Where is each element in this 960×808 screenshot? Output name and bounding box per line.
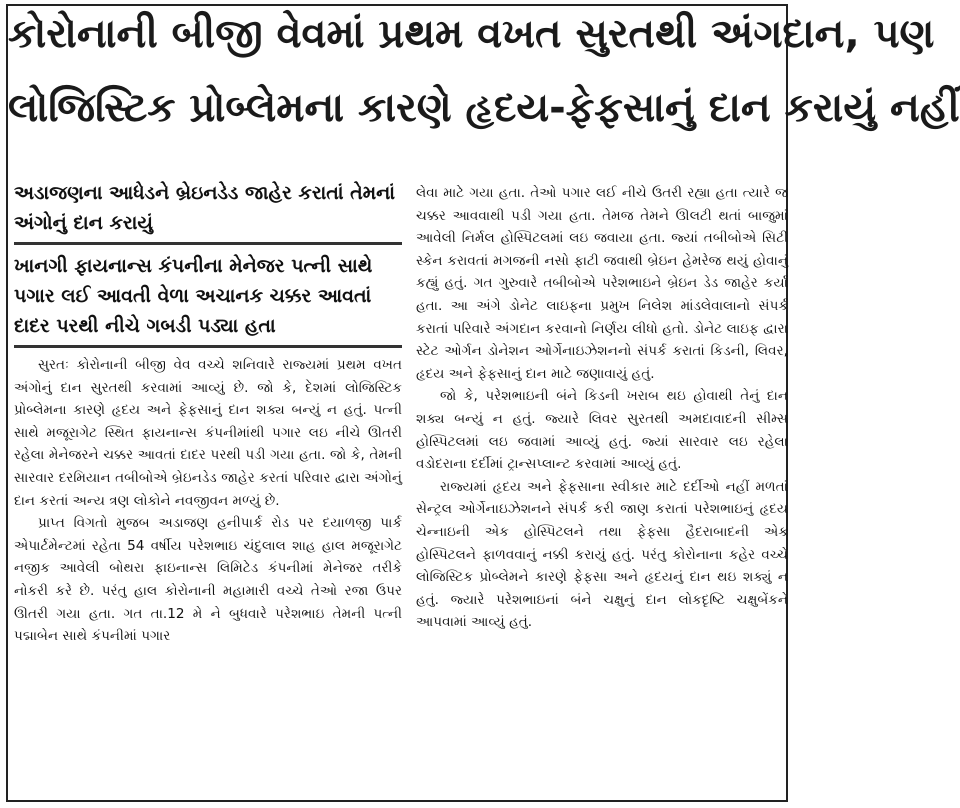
subhead-1-rest: આધેડને બ્રેઇનડેડ જાહેર કરાતાં તેમનાં અંગોનું દાન કરાયું xyxy=(14,182,395,234)
body-paragraph: જો કે, પરેશભાઇની બંને કિડની ખરાબ થઇ હોવાથી તેનું દાન શક્ય બન્યું ન હતું. જ્યારે લિવર સુરતથી અમદાવાદની સીમ્સ હોસ્પિટલમાં લઇ જવામાં આવ્યું હતું. જ્યાં સારવાર લઇ રહેલા વડોદરાના દર્દીમાં ટ્રાન્સપ્લાન્ટ કરવામાં આવ્યું હતું. xyxy=(416,388,788,473)
subhead-divider-2 xyxy=(14,345,402,348)
right-column xyxy=(416,182,788,634)
subhead-divider-1 xyxy=(14,242,402,245)
body-paragraph: રાજ્યમાં હૃદય અને ફેફસાના સ્વીકાર માટે દર્દીઓ નહીં મળતાં સેન્ટ્રલ ઓર્ગેનાઇઝેશનને સંપર્ક કરી જાણ કરાતાં પરેશભાઇનું હૃદય ચેન્નાઇની એક હોસ્પિટલને તથા ફેફસા હૈદરાબાદની એક હોસ્પિટલને ફાળવવાનું નક્કી કરાયું હતું. પરંતુ કોરોનાના કહેર વચ્ચે લોજિસ્ટિક પ્રોબ્લેમને કારણે ફેફસા અને હૃદયનું દાન થઇ શક્યું ન હતું. જ્યારે પરેશભાઇનાં બંને ચક્ષુનું દાન લોકદૃષ્ટિ ચક્ષુબેંકને આપવામાં આવ્યું હતું. xyxy=(416,478,788,631)
subhead-2 xyxy=(14,251,402,341)
body-paragraph: સુરતઃ કોરોનાની બીજી વેવ વચ્ચે શનિવારે રાજ્યમાં પ્રથમ વખત અંગોનું દાન સુરતથી કરવામાં આવ્યું છે. જો કે, દેશમાં લોજિસ્ટિક પ્રોબ્લેમના કારણે હૃદય અને ફેફસાનું દાન શક્ય બન્યું ન હતું. પત્ની સાથે મજૂરાગેટ સ્થિત ફાયનાન્સ કંપનીમાંથી પગાર લઇ નીચે ઊતરી રહેલા મેનેજરને ચક્કર આવતાં દાદર પરથી પડી ગયા હતા. જો કે, તેમની સારવાર દરમિયાન તબીબોએ બ્રેઇનડેડ જાહેર કરતાં પરિવાર દ્વારા અંગોનું દાન કરતાં અન્ય ત્રણ લોકોને નવજીવન મળ્યું છે. xyxy=(14,357,402,509)
body-paragraph: પ્રાપ્ત વિગતો મુજબ અડાજણ હનીપાર્ક રોડ પર દયાળજી પાર્ક એપાર્ટમેન્ટમાં રહેતા 54 વર્ષીય પરેશભાઇ ચંદુલાલ શાહ હાલ મજૂરાગેટ નજીક આવેલી બોથરા ફાઇનાન્સ લિમિટેડ કંપનીમાં મેનેજર તરીકે નોકરી કરે છે. પરંતુ હાલ કોરોનાની મહામારી વચ્ચે તેઓ રજા ઉપર ઊતરી ગયા હતા. ગત તા.12 મે ને બુધવારે પરેશભાઇ તેમની પત્ની પદ્માબેન સાથે કંપનીમાં પગાર xyxy=(14,515,402,645)
body-paragraph: લેવા માટે ગયા હતા. તેઓ પગાર લઈ નીચે ઉતરી રહ્યા હતા ત્યારે જ ચક્કર આવવાથી પડી ગયા હતા. તેમજ તેમને ઊલટી થતાં બાજુમાં આવેલી નિર્મલ હોસ્પિટલમાં લઇ જવાયા હતા. જ્યાં તબીબોએ સિટી સ્કેન કરાવતાં મગજની નસો ફાટી જવાથી બ્રેઇન હેમરેજ થયું હોવાનું કહ્યું હતું. ગત ગુરુવારે તબીબોએ પરેશભાઇને બ્રેઇન ડેડ જાહેર કર્યા હતા. આ અંગે ડોનેટ લાઇફના પ્રમુખ નિલેશ માંડલેવાલાનો સંપર્ક કરાતાં પરિવારે અંગદાન કરવાનો નિર્ણય લીધો હતો. ડોનેટ લાઇફ દ્વારા સ્ટેટ ઓર્ગન ડોનેશન ઓર્ગેનાઇઝેશનનો સંપર્ક કરાતાં કિડની, લિવર, હૃદય અને ફેફસાનું દાન માટે જણાવાયું હતું. xyxy=(416,185,788,382)
left-column xyxy=(14,178,402,648)
headline-line-2: લોજિસ્ટિક પ્રોબ્લેમના કારણે હૃદય-ફેફસાનું દાન કરાયું નહીં xyxy=(8,85,960,131)
subhead-1 xyxy=(14,178,402,238)
subhead-2-rest: કંપનીના મેનેજર પત્ની સાથે પગાર લઈ આવતી વેળા અચાનક ચક્કર આવતાં દાદર પરથી નીચે ગબડી પડ્યા હતા xyxy=(14,255,373,337)
subhead-1-lead: અડાજણના xyxy=(14,182,103,204)
subhead-2-lead: ખાનગી ફાયનાન્સ xyxy=(14,255,152,277)
headline-line-1: કોરોનાની બીજી વેવમાં પ્રથમ વખત સુરતથી અંગદાન, પણ xyxy=(8,11,935,57)
